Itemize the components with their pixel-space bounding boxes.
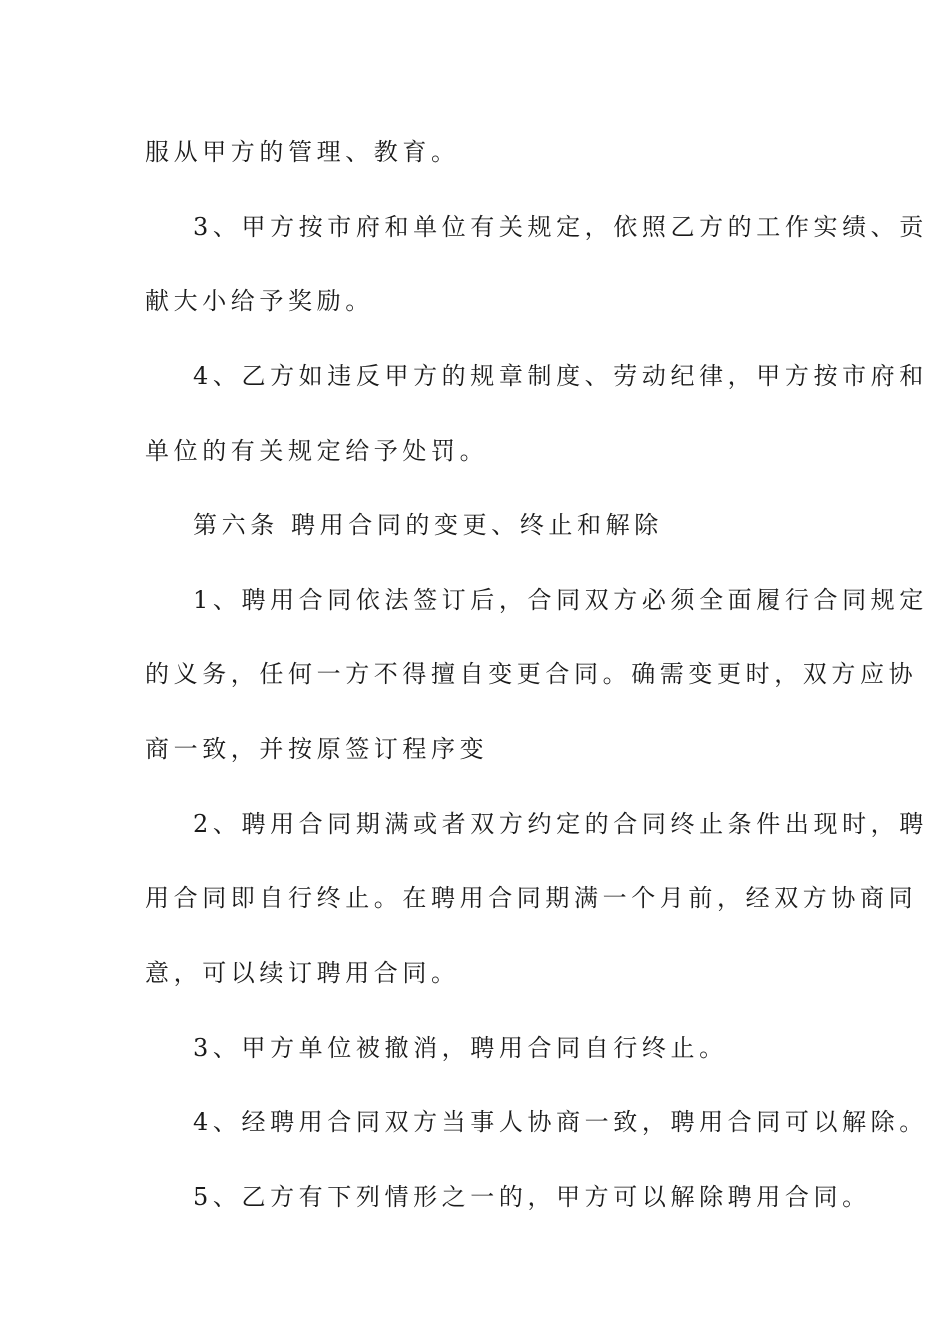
item-1-line-2: 的义务，任何一方不得擅自变更合同。确需变更时，双方应协	[145, 660, 918, 688]
article-six-heading: 第六条 聘用合同的变更、终止和解除	[193, 511, 663, 539]
item-2-line-2: 用合同即自行终止。在聘用合同期满一个月前，经双方协商同	[145, 884, 918, 912]
item-2-line-3: 意，可以续订聘用合同。	[145, 959, 460, 987]
clause-4-line-1: 4、乙方如违反甲方的规章制度、劳动纪律，甲方按市府和	[193, 362, 928, 390]
item-1-line-3: 商一致，并按原签订程序变	[145, 735, 489, 763]
text-line: 服从甲方的管理、教育。	[145, 138, 460, 166]
item-3-line: 3、甲方单位被撤消，聘用合同自行终止。	[193, 1034, 728, 1062]
item-1-line-1: 1、聘用合同依法签订后，合同双方必须全面履行合同规定	[193, 586, 928, 614]
item-5-line: 5、乙方有下列情形之一的，甲方可以解除聘用合同。	[193, 1183, 871, 1211]
item-4-line: 4、经聘用合同双方当事人协商一致，聘用合同可以解除。	[193, 1108, 928, 1136]
clause-3-line-2: 献大小给予奖励。	[145, 287, 374, 315]
clause-4-line-2: 单位的有关规定给予处罚。	[145, 437, 489, 465]
clause-3-line-1: 3、甲方按市府和单位有关规定，依照乙方的工作实绩、贡	[193, 213, 928, 241]
item-2-line-1: 2、聘用合同期满或者双方约定的合同终止条件出现时，聘	[193, 810, 928, 838]
